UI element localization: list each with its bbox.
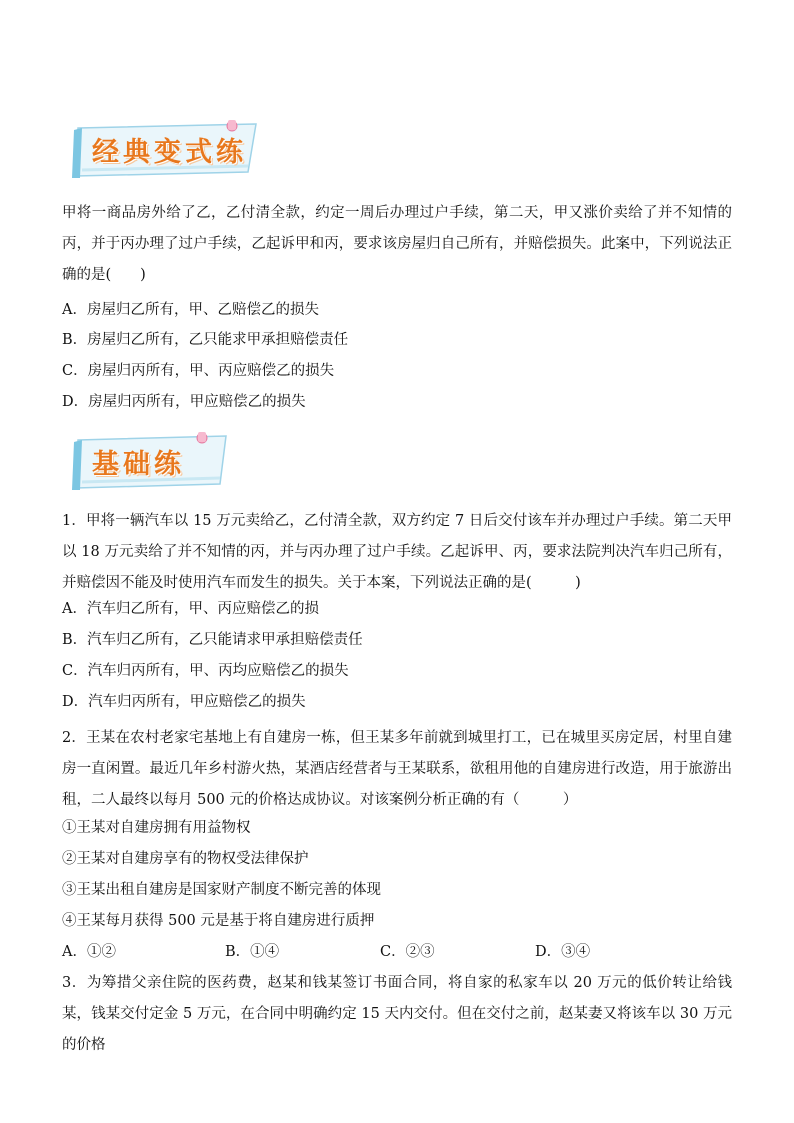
option-b: B．房屋归乙所有，乙只能求甲承担赔偿责任 bbox=[62, 332, 349, 348]
q2-statement-3: ③王某出租自建房是国家财产制度不断完善的体现 bbox=[62, 882, 381, 898]
q2-statement-4: ④王某每月获得 500 元是基于将自建房进行质押 bbox=[62, 913, 375, 929]
question-2-text: 2．王某在农村老家宅基地上有自建房一栋，但王某多年前就到城里打工，已在城里买房定居，村里自建房一直闲置。最近几年乡村游火热，某酒店经营者与王某联系，欲租用他的自建房进行改造，用于旅游出租，二人最终以每月 500 元的价格达成协议。对该案例分析正确的有（ ） bbox=[62, 730, 732, 808]
section-title: 基础练 bbox=[92, 449, 185, 480]
q1-option-d: D．汽车归丙所有，甲应赔偿乙的损失 bbox=[62, 694, 306, 710]
q2-statement-1: ①王某对自建房拥有用益物权 bbox=[62, 820, 251, 836]
section-title: 经典变式练 bbox=[92, 137, 247, 168]
q1-option-c: C．汽车归丙所有，甲、丙均应赔偿乙的损失 bbox=[62, 663, 349, 679]
q2-choice-b: B．①④ bbox=[225, 944, 280, 960]
question-1-text: 1．甲将一辆汽车以 15 万元卖给乙，乙付清全款，双方约定 7 日后交付该车并办理过户手续。第二天甲以 18 万元卖给了并不知情的丙，并与丙办理了过户手续。乙起诉甲、丙，要求法院判决汽车归己所有，并赔偿因不能及时使用汽车而发生的损失。关于本案，下列说法正确的是( ) bbox=[62, 513, 732, 591]
section-banner-classic bbox=[72, 120, 262, 180]
section-banner-basic bbox=[72, 432, 232, 492]
question-text: 甲将一商品房外给了乙，乙付清全款，约定一周后办理过户手续，第二天，甲又涨价卖给了并不知情的丙，并于丙办理了过户手续，乙起诉甲和丙，要求该房屋归自己所有，并赔偿损失。此案中，下列说法正确的是( ) bbox=[62, 205, 732, 283]
question-3-text: 3．为筹措父亲住院的医药费，赵某和钱某签订书面合同，将自家的私家车以 20 万元的低价转让给钱某，钱某交付定金 5 万元，在合同中明确约定 15 天内交付。但在交付之前，赵某妻又将该车以 30 万元的价格 bbox=[62, 975, 732, 1053]
option-a: A．房屋归乙所有，甲、乙赔偿乙的损失 bbox=[62, 302, 319, 318]
q1-option-b: B．汽车归乙所有，乙只能请求甲承担赔偿责任 bbox=[62, 632, 363, 648]
q2-statement-2: ②王某对自建房享有的物权受法律保护 bbox=[62, 851, 309, 867]
q1-option-a: A．汽车归乙所有，甲、丙应赔偿乙的损 bbox=[62, 601, 319, 617]
option-c: C．房屋归丙所有，甲、丙应赔偿乙的损失 bbox=[62, 363, 335, 379]
q2-choice-d: D．③④ bbox=[535, 944, 591, 960]
q2-choice-c: C．②③ bbox=[380, 944, 435, 960]
option-d: D．房屋归丙所有，甲应赔偿乙的损失 bbox=[62, 394, 306, 410]
q2-choice-a: A．①② bbox=[62, 944, 116, 960]
